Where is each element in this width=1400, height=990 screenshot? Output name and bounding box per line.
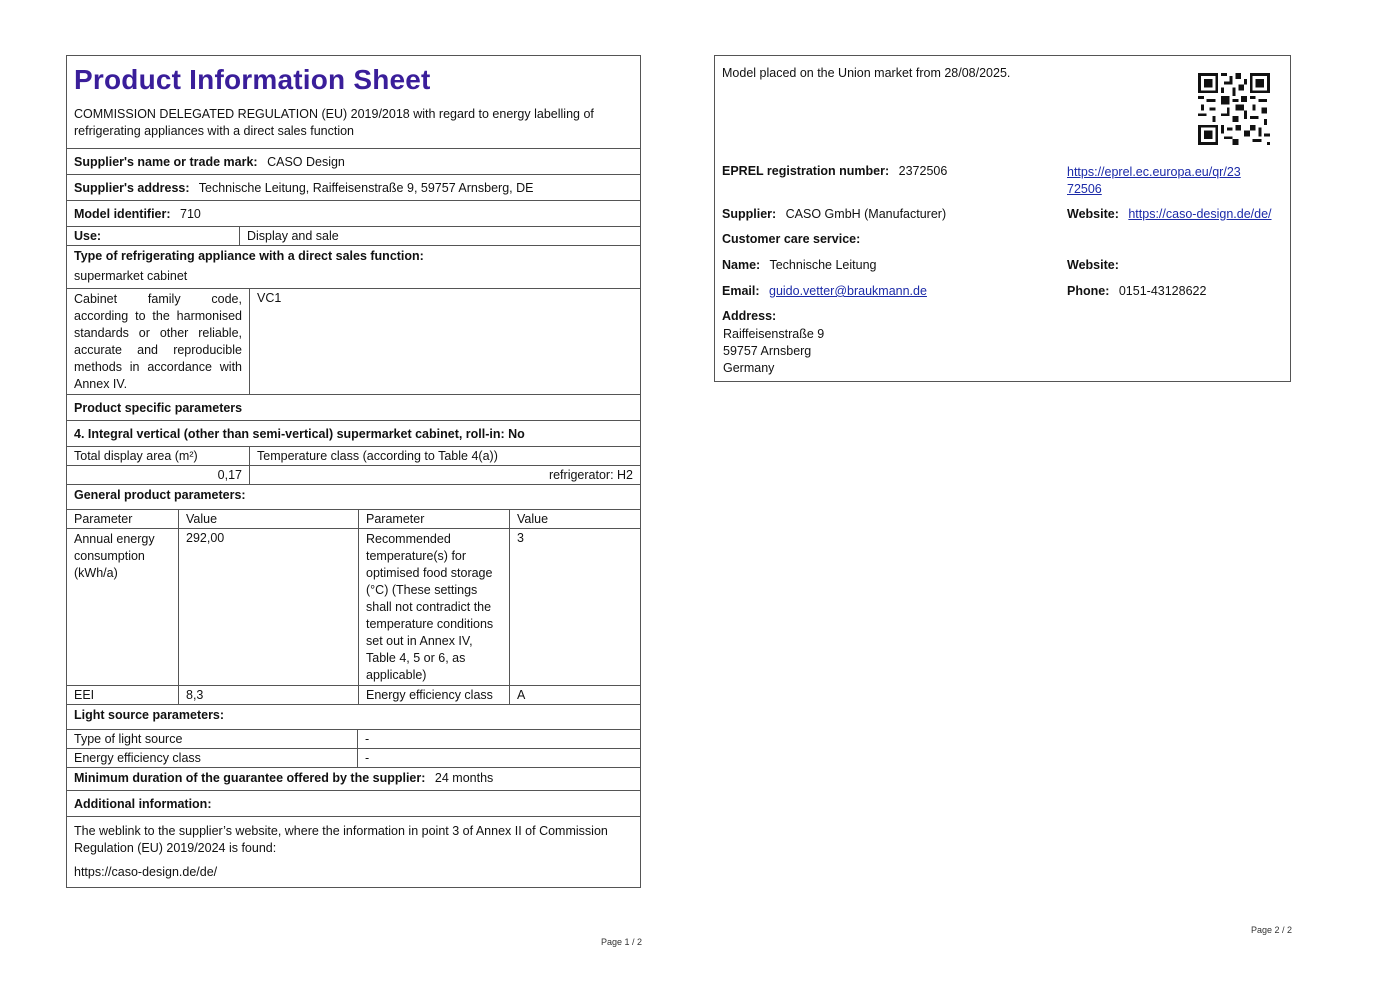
recommended-temp-value: 3	[510, 529, 641, 686]
website-link[interactable]: https://caso-design.de/de/	[1128, 207, 1272, 221]
contact-website-label: Website:	[1067, 258, 1119, 272]
weblink-row	[67, 817, 640, 887]
appliance-type-value: supermarket cabinet	[74, 269, 188, 283]
weblink-text: The weblink to the supplier’s website, where the information in point 3 of Annex II of Commission Regulation (EU) 2019/2024 is found:	[74, 824, 608, 855]
eprel-link-line2[interactable]: 72506	[1067, 182, 1102, 196]
address-label: Address:	[722, 309, 777, 323]
address-line-3: Germany	[723, 361, 775, 375]
guarantee-value: 24 months	[434, 771, 494, 785]
supplier-value: CASO GmbH (Manufacturer)	[785, 207, 947, 221]
general-parameters-table	[67, 510, 640, 705]
contact-name-row	[722, 258, 877, 272]
light-source-heading: Light source parameters:	[67, 705, 640, 730]
model-identifier-value: 710	[180, 207, 201, 221]
gp-header-value: Value	[179, 510, 359, 529]
display-area-table	[67, 447, 640, 485]
page-title: Product Information Sheet	[74, 64, 431, 95]
gp-header-value-2: Value	[510, 510, 641, 529]
supplier-name-value: CASO Design	[267, 155, 345, 169]
page-number-2: Page 2 / 2	[1251, 925, 1293, 935]
gp-header-parameter: Parameter	[67, 510, 179, 529]
eei-value: 8,3	[179, 686, 359, 705]
eprel-registration	[722, 164, 947, 178]
light-type-label: Type of light source	[67, 730, 358, 749]
weblink-url: https://caso-design.de/de/	[74, 865, 218, 879]
market-placement-text: Model placed on the Union market from 28/08/2025.	[722, 66, 1011, 80]
recommended-temp-label: Recommended temperature(s) for optimised food storage (°C) (These settings shall not contradict the temperature conditions set out in Annex IV, Table 4, 5 or 6, as applicable)	[359, 529, 510, 686]
header-section	[67, 56, 640, 149]
cabinet-family-label: Cabinet family code, according to the harmonised standards or other reliable, accurate and reproducible methods in accordance with Annex IV.	[67, 289, 250, 394]
supplier-address-label: Supplier's address:	[74, 181, 190, 195]
eei-label: EEI	[67, 686, 179, 705]
appliance-type-label: Type of refrigerating appliance with a direct sales function:	[74, 249, 424, 263]
general-parameters-heading: General product parameters:	[67, 485, 640, 510]
additional-info-heading: Additional information:	[67, 791, 640, 817]
customer-care-heading: Customer care service:	[722, 232, 861, 246]
use-label: Use:	[67, 227, 240, 245]
appliance-type-row	[67, 246, 640, 289]
temperature-class-value: refrigerator: H2	[250, 466, 641, 485]
product-information-sheet	[66, 55, 641, 888]
eprel-link-line1[interactable]: https://eprel.ec.europa.eu/qr/23	[1067, 165, 1241, 179]
website-label: Website:	[1067, 207, 1119, 221]
supplier-name-label: Supplier's name or trade mark:	[74, 155, 258, 169]
model-identifier-row	[67, 201, 640, 227]
supplier-label: Supplier:	[722, 207, 777, 221]
supplier-row	[722, 207, 946, 221]
email-label: Email:	[722, 284, 760, 298]
cabinet-family-row	[67, 289, 640, 395]
qr-code-icon[interactable]	[1198, 73, 1270, 145]
light-energy-class-value: -	[358, 749, 641, 768]
energy-class-label: Energy efficiency class	[359, 686, 510, 705]
temperature-class-label: Temperature class (according to Table 4(a))	[250, 447, 641, 466]
integral-cabinet-line: 4. Integral vertical (other than semi-vertical) supermarket cabinet, roll-in: No	[67, 421, 640, 447]
supplier-name-row	[67, 149, 640, 175]
supplier-address-value: Technische Leitung, Raiffeisenstraße 9, 59757 Arnsberg, DE	[198, 181, 534, 195]
light-type-value: -	[358, 730, 641, 749]
light-source-table	[67, 730, 640, 768]
model-identifier-label: Model identifier:	[74, 207, 171, 221]
phone-row	[1067, 284, 1206, 298]
eprel-value: 2372506	[898, 164, 948, 178]
use-row	[67, 227, 640, 246]
regulation-text: COMMISSION DELEGATED REGULATION (EU) 2019/2018 with regard to energy labelling of refrigerating appliances with a direct sales function	[74, 107, 594, 138]
phone-label: Phone:	[1067, 284, 1110, 298]
gp-header-parameter-2: Parameter	[359, 510, 510, 529]
website-row	[1067, 207, 1272, 221]
annual-energy-label: Annual energy consumption (kWh/a)	[67, 529, 179, 686]
energy-class-value: A	[510, 686, 641, 705]
guarantee-label: Minimum duration of the guarantee offered by the supplier:	[74, 771, 426, 785]
use-value: Display and sale	[240, 227, 641, 245]
annual-energy-value: 292,00	[179, 529, 359, 686]
display-area-value: 0,17	[67, 466, 250, 485]
email-link[interactable]: guido.vetter@braukmann.de	[769, 284, 927, 298]
page-number-1: Page 1 / 2	[601, 937, 643, 947]
email-row	[722, 284, 927, 298]
contact-name-label: Name:	[722, 258, 761, 272]
supplier-address-row	[67, 175, 640, 201]
contact-name-value: Technische Leitung	[769, 258, 877, 272]
phone-value: 0151-43128622	[1118, 284, 1207, 298]
guarantee-row	[67, 768, 640, 791]
address-line-1: Raiffeisenstraße 9	[723, 327, 825, 341]
light-energy-class-label: Energy efficiency class	[67, 749, 358, 768]
cabinet-family-value: VC1	[250, 289, 641, 394]
product-specific-heading: Product specific parameters	[67, 395, 640, 421]
address-block	[723, 326, 824, 377]
address-line-2: 59757 Arnsberg	[723, 344, 812, 358]
eprel-label: EPREL registration number:	[722, 164, 890, 178]
display-area-label: Total display area (m²)	[67, 447, 250, 466]
eprel-link[interactable]	[1067, 164, 1241, 198]
